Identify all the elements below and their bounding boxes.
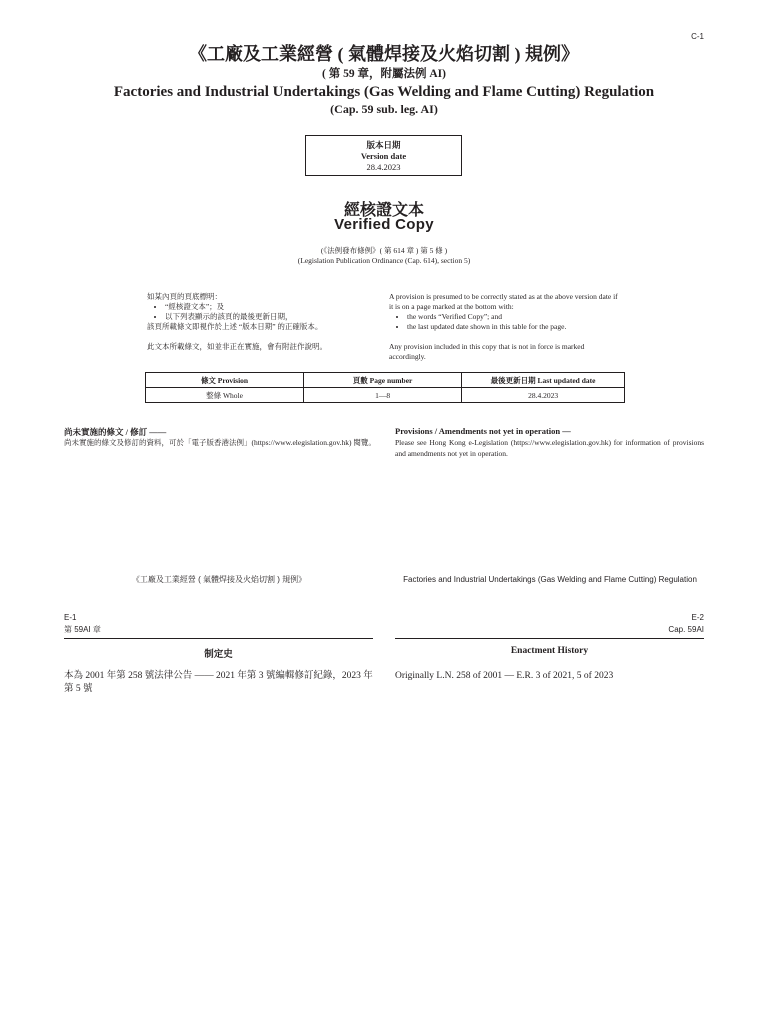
verified-copy-en: Verified Copy [334, 216, 434, 233]
not-in-operation-body-zh: 尚未實施的條文及修訂的資料，可於「電子版香港法例」(https://www.elegislation.gov.hk) 閱覽。 [64, 438, 376, 447]
table-header-row [146, 373, 625, 388]
not-in-operation-body-en: Please see Hong Kong e-Legislation (https://www.elegislation.gov.hk) for information of provisions and amendments not yet in operation. [395, 438, 704, 458]
cell-page-number: 1—8 [304, 388, 462, 403]
right-chapter: Cap. 59AI [668, 625, 704, 634]
col-header-provision: 條文 Provision [146, 373, 304, 388]
version-date: 28.4.2023 [366, 162, 401, 172]
running-title-en: Factories and Industrial Undertakings (Gas Welding and Flame Cutting) Regulation [403, 575, 697, 584]
verification-note-en [389, 292, 621, 362]
left-page-number: E-1 [64, 613, 77, 622]
running-title-zh: 《工廠及工業經營 ( 氣體焊接及火焰切割 ) 規例》 [131, 575, 307, 584]
table-row [146, 388, 625, 403]
divider-left [64, 638, 373, 639]
enactment-history-body-en: Originally L.N. 258 of 2001 — E.R. 3 of 2021, 5 of 2023 [395, 671, 614, 681]
version-date-box [305, 135, 462, 176]
cell-provision: 整條 Whole [146, 388, 304, 403]
note-para2-zh: 此文本所載條文，如並非正在實施，會有附註作說明。 [147, 342, 327, 351]
enactment-history-heading-en: Enactment History [510, 646, 589, 656]
note-list-en [389, 312, 621, 332]
enactment-history-heading-zh: 制定史 [204, 650, 233, 660]
verification-note-zh [147, 292, 367, 352]
note-bullet-en: • the last updated date shown in this table for the page. [407, 322, 621, 332]
ordinance-ref-zh: (《法例發布條例》( 第 614 章 ) 第 5 條 ) [320, 246, 448, 255]
version-label-en: Version date [360, 151, 407, 161]
left-page-code [64, 612, 101, 636]
note-bullet-zh: • 以下列表顯示的該頁的最後更新日期， [165, 312, 367, 322]
chapter-zh: ( 第 59 章，附屬法例 AI) [322, 68, 446, 80]
not-in-operation-heading-zh: 尚未實施的條文 / 修訂 —— [64, 427, 167, 437]
note-bullet-en: • the words “Verified Copy”; and [407, 312, 621, 322]
provisions-table [145, 372, 625, 403]
note-intro-en: A provision is presumed to be correctly stated as at the above version date if it is on a page marked at the bottom with: [389, 292, 618, 311]
not-in-operation-heading-en: Provisions / Amendments not yet in operation — [395, 426, 571, 436]
right-page-number: E-2 [691, 613, 704, 622]
chapter-en: (Cap. 59 sub. leg. AI) [330, 102, 438, 116]
verified-copy-zh: 經核證文本 [343, 202, 424, 219]
title-en: Factories and Industrial Undertakings (Gas Welding and Flame Cutting) Regulation [113, 84, 655, 100]
note-list-zh [147, 302, 367, 322]
ordinance-ref-en: (Legislation Publication Ordinance (Cap. 614), section 5) [297, 256, 471, 265]
note-bullet-zh: • “經核證文本”；及 [165, 302, 367, 312]
cell-last-updated: 28.4.2023 [462, 388, 625, 403]
enactment-history-body-zh: 本為 2001 年第 258 號法律公告 —— 2021 年第 3 號編輯修訂紀錄，2023 年第 5 號 [64, 671, 373, 694]
note-intro-zh: 如某內頁的頁底標明： [147, 292, 222, 301]
right-page-code [668, 612, 704, 636]
title-zh: 《工廠及工業經營 ( 氣體焊接及火焰切割 ) 規例》 [189, 44, 579, 64]
version-label-zh: 版本日期 [366, 140, 401, 150]
col-header-last-updated: 最後更新日期 Last updated date [462, 373, 625, 388]
page-code: C-1 [691, 32, 704, 41]
divider-right [395, 638, 704, 639]
col-header-page-number: 頁數 Page number [304, 373, 462, 388]
left-chapter: 第 59AI 章 [64, 625, 101, 634]
note-outro-zh: 該頁所載條文即視作於上述 “版本日期” 的正確版本。 [147, 322, 323, 331]
note-para2-en: Any provision included in this copy that is not in force is marked accordingly. [389, 342, 585, 361]
